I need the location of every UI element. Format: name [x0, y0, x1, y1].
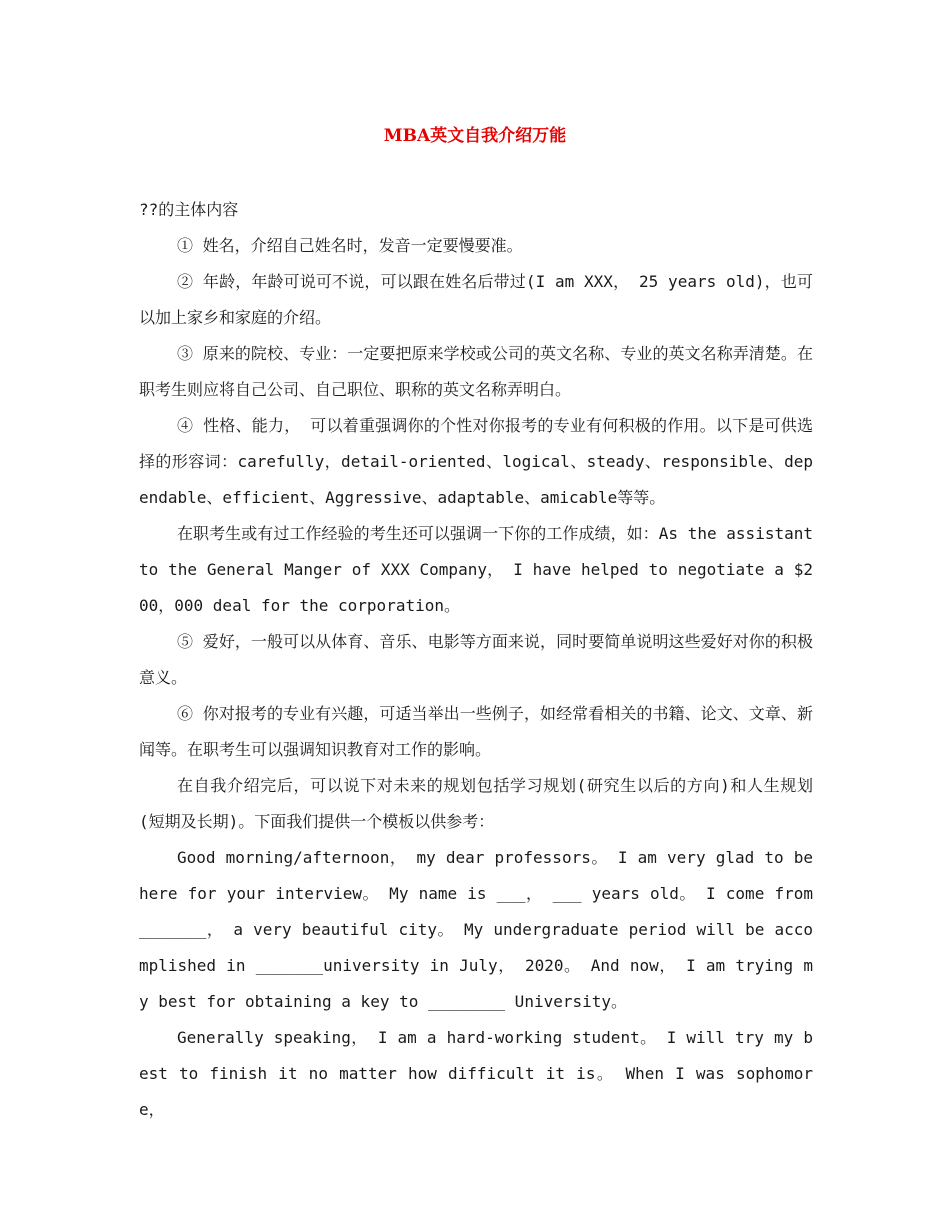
paragraph-personality: ④ 性格、能力， 可以着重强调你的个性对你报考的专业有何积极的作用。以下是可供选择的形容词：carefully，detail-oriented、logical、steady、responsible、dependable、efficient、Aggressive、adaptable、amicable等等。: [139, 416, 813, 507]
paragraph-interest: ⑥ 你对报考的专业有兴趣，可适当举出一些例子，如经常看相关的书籍、论文、文章、新闻等。在职考生可以强调知识教育对工作的影响。: [139, 704, 813, 759]
paragraph-work-achievement: 在职考生或有过工作经验的考生还可以强调一下你的工作成绩，如：As the assistant to the General Manger of XXX Company， I have helped to negotiate a $200，000 deal for the corporation。: [139, 524, 813, 615]
paragraph-hobbies: ⑤ 爱好，一般可以从体育、音乐、电影等方面来说，同时要简单说明这些爱好对你的积极意义。: [139, 632, 813, 687]
paragraph-template-continued: Generally speaking， I am a hard-working student。 I will try my best to finish it no matter how difficult it is。 When I was sophomore，: [139, 1028, 814, 1119]
paragraph-school-major: ③ 原来的院校、专业：一定要把原来学校或公司的英文名称、专业的英文名称弄清楚。在职考生则应将自己公司、自己职位、职称的英文名称弄明白。: [139, 344, 813, 399]
paragraph-template-intro: Good morning/afternoon， my dear professors。 I am very glad to be here for your interview。 My name is ___， ___ years old。 I come from _______， a very beautiful city。 My undergraduate period will be accomplished in _______university in July， 2020。 And now， I am trying my best for obtaining a key to ________ University。: [139, 848, 813, 1011]
paragraph-future-plan: 在自我介绍完后，可以说下对未来的规划包括学习规划(研究生以后的方向)和人生规划(短期及长期)。下面我们提供一个模板以供参考：: [139, 776, 813, 831]
paragraph-age: ② 年龄，年龄可说可不说，可以跟在姓名后带过(I am XXX， 25 years old)，也可以加上家乡和家庭的介绍。: [139, 272, 813, 327]
section-heading: ??的主体内容: [139, 200, 239, 219]
document-title: MBA英文自我介绍万能: [383, 126, 567, 146]
document-body: [139, 192, 813, 1128]
paragraph-name: ① 姓名，介绍自己姓名时，发音一定要慢要准。: [177, 236, 523, 255]
